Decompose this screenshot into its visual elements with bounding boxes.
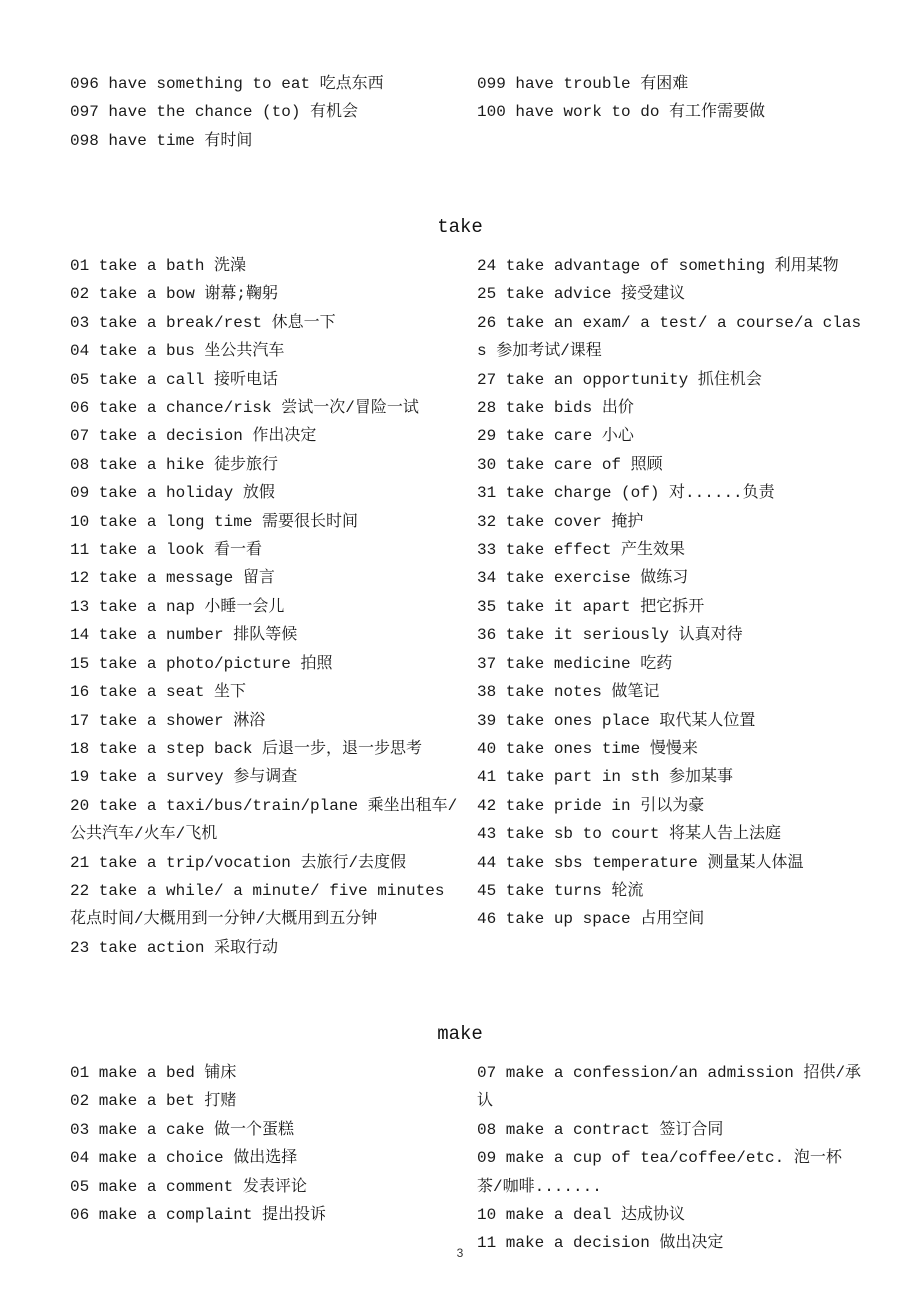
page-number: 3 [456, 1246, 464, 1260]
make-left-column [70, 1059, 465, 1229]
phrase-entry: 31 take charge (of) 对......负责 [477, 484, 775, 503]
phrase-entry: 02 take a bow 谢幕;鞠躬 [70, 285, 279, 304]
phrase-entry: 11 take a look 看一看 [70, 541, 263, 560]
have-right-column [477, 70, 867, 127]
phrase-entry: 41 take part in sth 参加某事 [477, 768, 734, 787]
phrase-entry: 10 make a deal 达成协议 [477, 1206, 686, 1225]
phrase-entry: 22 take a while/ a minute/ five minutes 花点时间/大概用到一分钟/大概用到五分钟 [70, 881, 445, 929]
section-heading-take: take [437, 216, 483, 238]
phrase-entry: 03 make a cake 做一个蛋糕 [70, 1120, 295, 1139]
phrase-entry: 21 take a trip/vocation 去旅行/去度假 [70, 853, 407, 872]
phrase-entry: 05 take a call 接听电话 [70, 370, 279, 389]
phrase-entry: 16 take a seat 坐下 [70, 683, 247, 702]
phrase-entry: 37 take medicine 吃药 [477, 654, 673, 673]
phrase-entry: 04 take a bus 坐公共汽车 [70, 342, 285, 361]
phrase-entry: 29 take care 小心 [477, 427, 634, 446]
phrase-entry: 20 take a taxi/bus/train/plane 乘坐出租车/公共汽车/火车/飞机 [70, 796, 458, 844]
phrase-entry: 39 take ones place 取代某人位置 [477, 711, 756, 730]
phrase-entry: 06 make a complaint 提出投诉 [70, 1206, 327, 1225]
phrase-entry: 10 take a long time 需要很长时间 [70, 512, 359, 531]
phrase-entry: 12 take a message 留言 [70, 569, 275, 588]
phrase-entry: 097 have the chance (to) 有机会 [70, 103, 359, 122]
phrase-entry: 23 take action 采取行动 [70, 938, 279, 957]
phrase-entry: 02 make a bet 打赌 [70, 1092, 237, 1111]
phrase-entry: 15 take a photo/picture 拍照 [70, 654, 333, 673]
phrase-entry: 08 take a hike 徒步旅行 [70, 455, 279, 474]
phrase-entry: 32 take cover 掩护 [477, 512, 644, 531]
phrase-entry: 05 make a comment 发表评论 [70, 1177, 307, 1196]
phrase-entry: 38 take notes 做笔记 [477, 683, 660, 702]
phrase-entry: 09 take a holiday 放假 [70, 484, 275, 503]
phrase-entry: 13 take a nap 小睡一会儿 [70, 597, 285, 616]
phrase-entry: 04 make a choice 做出选择 [70, 1149, 298, 1168]
phrase-entry: 42 take pride in 引以为豪 [477, 796, 705, 815]
phrase-entry: 30 take care of 照顾 [477, 455, 663, 474]
phrase-entry: 07 take a decision 作出决定 [70, 427, 317, 446]
phrase-entry: 100 have work to do 有工作需要做 [477, 103, 766, 122]
phrase-entry: 44 take sbs temperature 测量某人体温 [477, 853, 804, 872]
phrase-entry: 25 take advice 接受建议 [477, 285, 686, 304]
make-right-column [477, 1059, 867, 1258]
phrase-entry: 34 take exercise 做练习 [477, 569, 689, 588]
phrase-entry: 46 take up space 占用空间 [477, 910, 705, 929]
phrase-entry: 09 make a cup of tea/coffee/etc. 泡一杯茶/咖啡....... [477, 1149, 842, 1196]
phrase-entry: 099 have trouble 有困难 [477, 75, 689, 93]
phrase-entry: 28 take bids 出价 [477, 399, 634, 418]
phrase-entry: 08 make a contract 签订合同 [477, 1120, 724, 1139]
phrase-entry: 18 take a step back 后退一步，退一步思考 [70, 739, 423, 758]
phrase-entry: 27 take an opportunity 抓住机会 [477, 370, 762, 389]
phrase-entry: 24 take advantage of something 利用某物 [477, 257, 839, 275]
phrase-entry: 33 take effect 产生效果 [477, 541, 686, 560]
phrase-entry: 03 take a break/rest 休息一下 [70, 313, 336, 332]
phrase-entry: 43 take sb to court 将某人告上法庭 [477, 825, 782, 844]
phrase-entry: 11 make a decision 做出决定 [477, 1234, 724, 1253]
phrase-entry: 098 have time 有时间 [70, 131, 253, 150]
phrase-entry: 096 have something to eat 吃点东西 [70, 75, 384, 93]
phrase-entry: 01 make a bed 铺床 [70, 1064, 237, 1082]
phrase-entry: 26 take an exam/ a test/ a course/a class 参加考试/课程 [477, 313, 862, 361]
phrase-entry: 19 take a survey 参与调查 [70, 768, 298, 787]
phrase-entry: 35 take it apart 把它拆开 [477, 597, 705, 616]
phrase-entry: 07 make a confession/an admission 招供/承认 [477, 1064, 862, 1111]
phrase-entry: 14 take a number 排队等候 [70, 626, 298, 645]
phrase-entry: 45 take turns 轮流 [477, 881, 644, 900]
phrase-entry: 17 take a shower 淋浴 [70, 711, 266, 730]
have-left-column [70, 70, 465, 155]
phrase-entry: 06 take a chance/risk 尝试一次/冒险一试 [70, 399, 419, 418]
phrase-entry: 36 take it seriously 认真对待 [477, 626, 743, 645]
take-right-column [477, 252, 867, 934]
section-heading-make: make [437, 1023, 483, 1045]
take-left-column [70, 252, 465, 962]
phrase-entry: 01 take a bath 洗澡 [70, 257, 247, 275]
phrase-entry: 40 take ones time 慢慢来 [477, 739, 698, 758]
